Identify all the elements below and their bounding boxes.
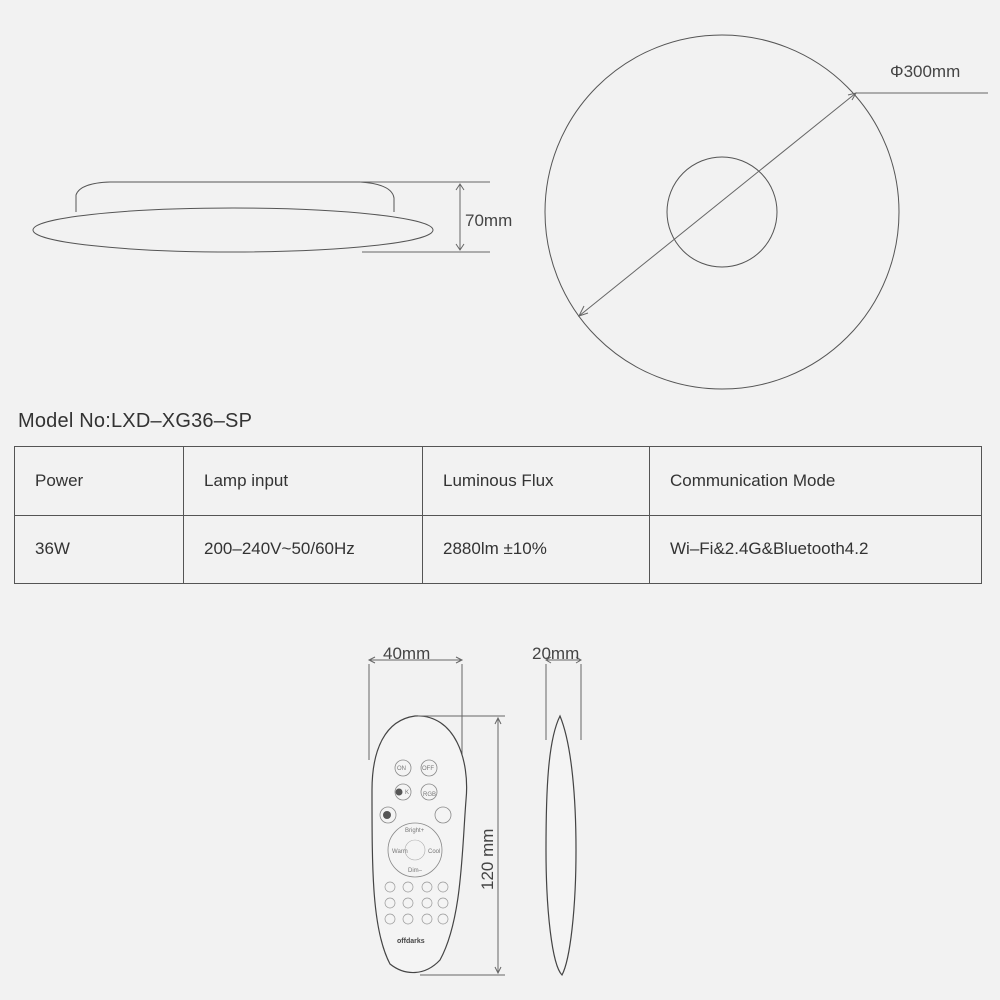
diameter-label: Φ300mm (890, 62, 961, 81)
on-button-label: ON (397, 766, 406, 772)
remote-side-view (546, 716, 576, 975)
header-luminous-flux: Luminous Flux (423, 447, 650, 516)
lamp-top-view (545, 35, 899, 389)
height-label: 70mm (465, 211, 513, 230)
value-power: 36W (15, 515, 184, 584)
remote-front-view (372, 716, 467, 973)
k-button-label: K (405, 790, 410, 796)
value-lamp-input: 200–240V~50/60Hz (184, 515, 423, 584)
value-luminous-flux: 2880lm ±10% (423, 515, 650, 584)
remote-brand: offdarks (397, 938, 425, 945)
header-power: Power (15, 447, 184, 516)
remote-length-label: 120 mm (478, 828, 497, 890)
table-value-row (15, 515, 982, 584)
spec-table (14, 446, 982, 584)
cool-label: Cool (428, 849, 441, 855)
lamp-side-view (33, 182, 433, 252)
dim-label: Dim– (408, 868, 423, 874)
table-header-row (15, 447, 982, 516)
value-communication-mode: Wi–Fi&2.4G&Bluetooth4.2 (650, 515, 982, 584)
off-button-label: OFF (422, 766, 434, 772)
warm-label: Warm (392, 849, 408, 855)
remote-depth-label: 20mm (532, 644, 580, 663)
header-lamp-input: Lamp input (184, 447, 423, 516)
diameter-dimension (579, 93, 988, 316)
remote-width-label: 40mm (383, 644, 431, 663)
header-communication-mode: Communication Mode (650, 447, 982, 516)
model-number: Model No:LXD–XG36–SP (18, 410, 253, 432)
rgb-button-label: RGB (423, 792, 437, 798)
bright-label: Bright+ (405, 828, 425, 834)
